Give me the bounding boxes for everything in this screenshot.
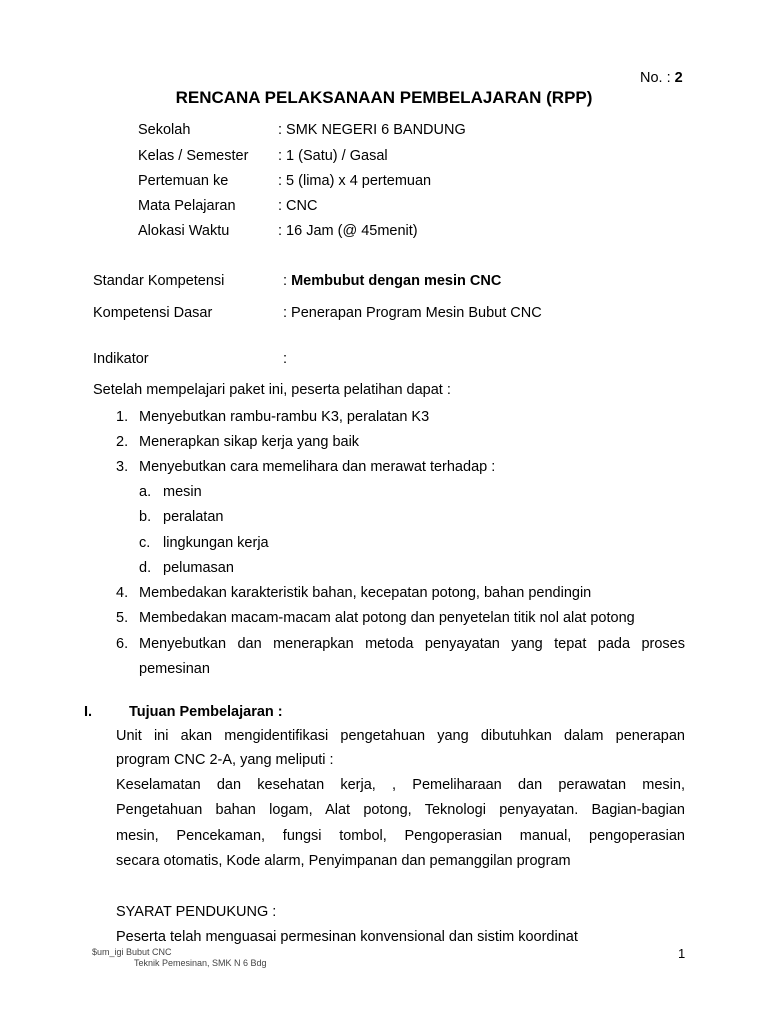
- list-item-number: 3.: [116, 459, 129, 475]
- list-item: Menyebutkan cara memelihara dan merawat terhadap :: [139, 459, 496, 475]
- indikator-value: :: [283, 351, 288, 367]
- footer-line-2: Teknik Pemesinan, SMK N 6 Bdg: [134, 958, 267, 968]
- sub-item-letter: a.: [139, 484, 152, 500]
- standar-value: [283, 273, 501, 289]
- meta-value-sekolah: : SMK NEGERI 6 BANDUNG: [278, 122, 466, 138]
- meta-label-mapel: Mata Pelajaran: [138, 198, 236, 214]
- meta-value-pertemuan: : 5 (lima) x 4 pertemuan: [278, 173, 432, 189]
- list-item: Membedakan karakteristik bahan, kecepatan potong, bahan pendingin: [139, 585, 592, 601]
- list-item-number: 6.: [116, 636, 129, 652]
- sub-item: lingkungan kerja: [163, 535, 269, 551]
- standar-text: Membubut dengan mesin CNC: [291, 273, 502, 289]
- meta-label-alokasi: Alokasi Waktu: [138, 223, 230, 239]
- standar-colon: :: [283, 273, 292, 289]
- sub-item: pelumasan: [163, 560, 234, 576]
- meta-label-sekolah: Sekolah: [138, 122, 191, 138]
- list-item: Menyebutkan dan menerapkan metoda penyayatan yang tepat pada proses: [139, 636, 685, 652]
- document-number-value: 2: [674, 70, 683, 86]
- syarat-text: Peserta telah menguasai permesinan konvensional dan sistim koordinat: [116, 929, 578, 945]
- meta-label-pertemuan: Pertemuan ke: [138, 173, 229, 189]
- meta-value-mapel: : CNC: [278, 198, 318, 214]
- sub-item-letter: c.: [139, 535, 151, 551]
- standar-label: Standar Kompetensi: [93, 273, 225, 289]
- list-item: Menyebutkan rambu-rambu K3, peralatan K3: [139, 409, 430, 425]
- section-numeral: I.: [84, 704, 93, 720]
- page-number: 1: [678, 946, 686, 961]
- sub-item: peralatan: [163, 509, 224, 525]
- section-paragraph-line: mesin, Pencekaman, fungsi tombol, Pengoperasian manual, pengoperasian: [116, 828, 685, 844]
- meta-label-kelas: Kelas / Semester: [138, 148, 249, 164]
- list-item-number: 2.: [116, 434, 129, 450]
- section-paragraph-line: secara otomatis, Kode alarm, Penyimpanan dan pemanggilan program: [116, 853, 571, 869]
- sub-item-letter: b.: [139, 509, 152, 525]
- list-item-number: 4.: [116, 585, 129, 601]
- kompetensi-label: Kompetensi Dasar: [93, 305, 213, 321]
- document-number-label: No. :: [640, 70, 675, 86]
- kompetensi-value: : Penerapan Program Mesin Bubut CNC: [283, 305, 542, 321]
- sub-item-letter: d.: [139, 560, 152, 576]
- meta-value-kelas: : 1 (Satu) / Gasal: [278, 148, 388, 164]
- sub-item: mesin: [163, 484, 202, 500]
- page-title: RENCANA PELAKSANAAN PEMBELAJARAN (RPP): [175, 88, 593, 107]
- section-paragraph-line: Keselamatan dan kesehatan kerja, , Pemeliharaan dan perawatan mesin,: [116, 777, 685, 793]
- section-paragraph-line: Pengetahuan bahan logam, Alat potong, Teknologi penyayatan. Bagian-bagian: [116, 802, 685, 818]
- list-item-continuation: pemesinan: [139, 661, 210, 677]
- section-paragraph-line: program CNC 2-A, yang meliputi :: [116, 752, 334, 768]
- intro-text: Setelah mempelajari paket ini, peserta pelatihan dapat :: [93, 382, 451, 398]
- document-number: [640, 70, 683, 86]
- meta-value-alokasi: : 16 Jam (@ 45menit): [278, 223, 418, 239]
- indikator-label: Indikator: [93, 351, 149, 367]
- syarat-heading: SYARAT PENDUKUNG :: [116, 904, 277, 920]
- section-paragraph-line: Unit ini akan mengidentifikasi pengetahuan yang dibutuhkan dalam penerapan: [116, 728, 685, 744]
- footer-line-1: $um_igi Bubut CNC: [92, 947, 172, 957]
- list-item-number: 5.: [116, 610, 129, 626]
- list-item: Membedakan macam-macam alat potong dan penyetelan titik nol alat potong: [139, 610, 635, 626]
- list-item: Menerapkan sikap kerja yang baik: [139, 434, 360, 450]
- list-item-number: 1.: [116, 409, 129, 425]
- section-heading: Tujuan Pembelajaran :: [129, 704, 283, 720]
